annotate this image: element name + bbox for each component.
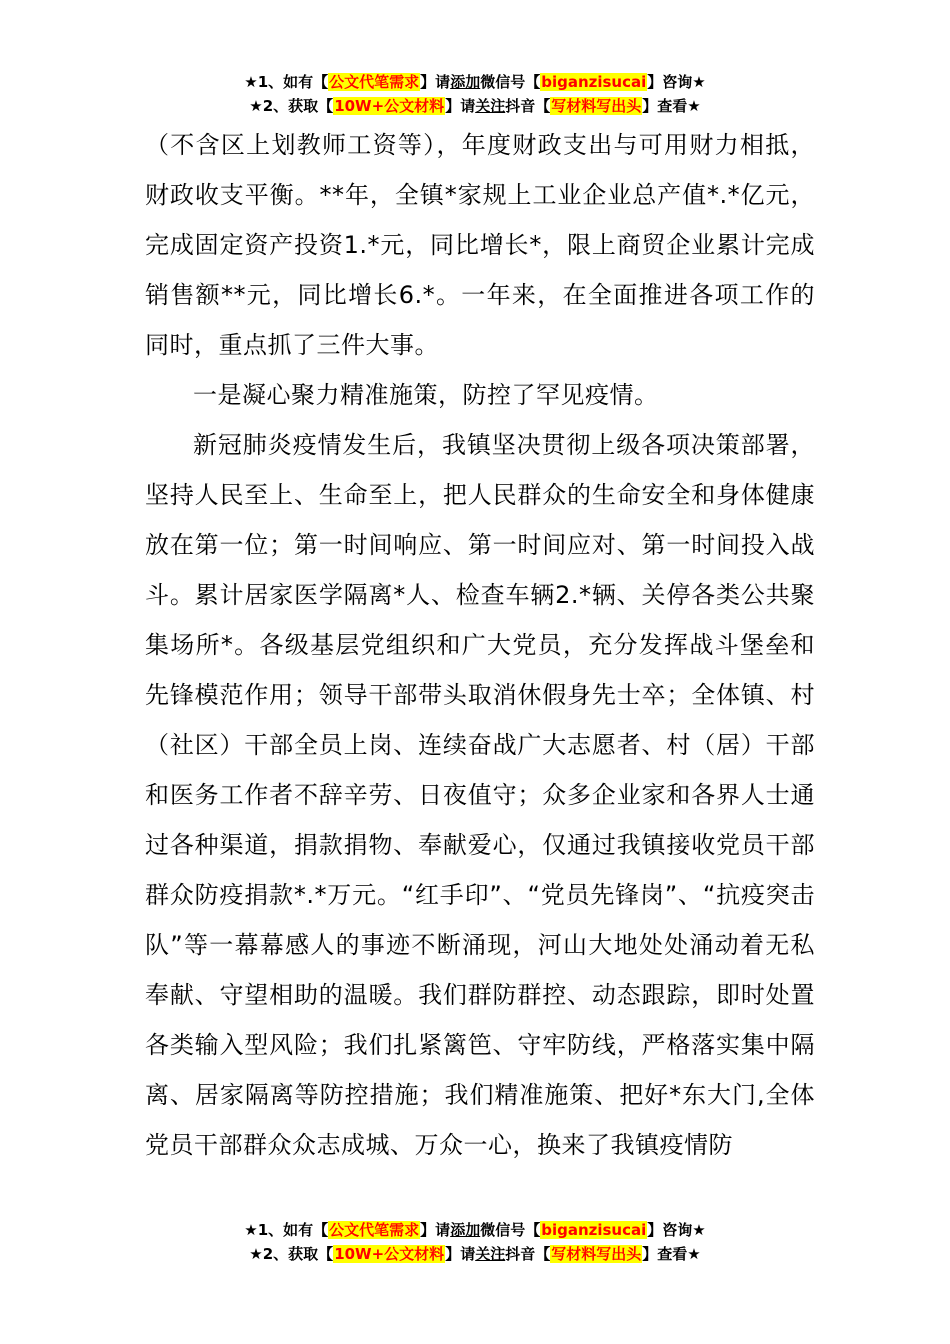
banner-highlight: 写材料写出头 [551, 1245, 642, 1263]
header-banner [0, 70, 950, 118]
section-heading: 一是凝心聚力精准施策，防控了罕见疫情。 [193, 381, 659, 409]
document-body [145, 120, 815, 1170]
paragraph: 新冠肺炎疫情发生后，我镇坚决贯彻上级各项决策部署，坚持人民至上、生命至上，把人民群众的生命安全和身体健康放在第一位；第一时间响应、第一时间应对、第一时间投入战斗。累计居家医学隔离*人、检查车辆2.*辆、关停各类公共聚集场所*。各级基层党组织和广大党员，充分发挥战斗堡垒和先锋模范作用；领导干部带头取消休假身先士卒；全体镇、村（社区）干部全员上岗、连续奋战广大志愿者、村（居）干部和医务工作者不辞辛劳、日夜值守；众多企业家和各界人士通过各种渠道，捐款捐物、奉献爱心，仅通过我镇接收党员干部群众防疫捐款*.*万元。“红手印”、“党员先锋岗”、“抗疫突击队”等一幕幕感人的事迹不断涌现，河山大地处处涌动着无私奉献、守望相助的温暖。我们群防群控、动态跟踪，即时处置各类输入型风险；我们扎紧篱笆、守牢防线，严格落实集中隔离、居家隔离等防控措施；我们精准施策、把好*东大门,全体党员干部群众众志成城、万众一心，换来了我镇疫情防 [145, 431, 815, 1159]
banner-highlight: biganzisucai [541, 73, 647, 91]
banner-line-1: ★1、如有【公文代笔需求】请添加微信号【biganzisucai】咨询★ [244, 73, 706, 91]
footer-banner [0, 1218, 950, 1266]
banner-highlight: 公文代笔需求 [329, 73, 420, 91]
banner-highlight: 写材料写出头 [551, 97, 642, 115]
banner-line-2: ★2、获取【10W+公文材料】请关注抖音【写材料写出头】查看★ [249, 97, 701, 115]
banner-highlight: 10W+公文材料 [334, 97, 445, 115]
banner-highlight: 10W+公文材料 [334, 1245, 445, 1263]
banner-line-2: ★2、获取【10W+公文材料】请关注抖音【写材料写出头】查看★ [249, 1245, 701, 1263]
banner-highlight: 公文代笔需求 [329, 1221, 420, 1239]
banner-line-1: ★1、如有【公文代笔需求】请添加微信号【biganzisucai】咨询★ [244, 1221, 706, 1239]
paragraph: （不含区上划教师工资等），年度财政支出与可用财力相抵，财政收支平衡。**年，全镇*家规上工业企业总产值*.*亿元，完成固定资产投资1.*元，同比增长*，限上商贸企业累计完成销售额**元，同比增长6.*。一年来，在全面推进各项工作的同时，重点抓了三件大事。 [145, 131, 815, 359]
banner-highlight: biganzisucai [541, 1221, 647, 1239]
